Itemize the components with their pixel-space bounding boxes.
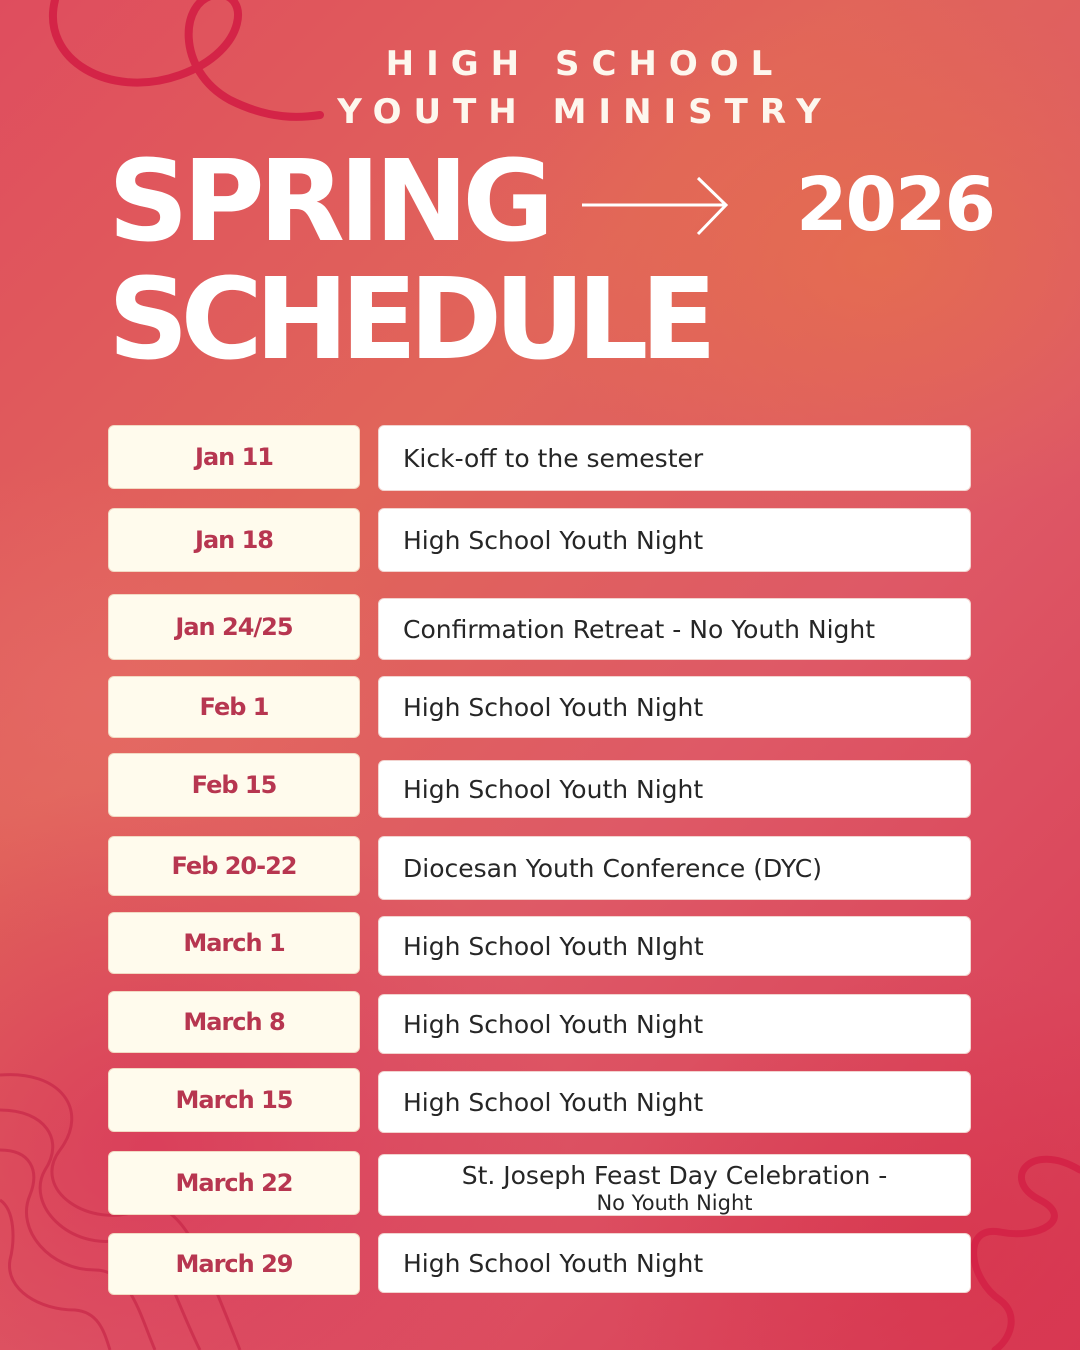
date-pill: March 1	[108, 912, 360, 974]
event-box: Diocesan Youth Conference (DYC)	[378, 836, 971, 900]
event-box: High School Youth Night	[378, 994, 971, 1054]
date-pill: March 15	[108, 1068, 360, 1132]
date-pill: March 22	[108, 1151, 360, 1215]
date-pill: Feb 20-22	[108, 836, 360, 896]
year: 2026	[796, 162, 994, 248]
date-pill: Feb 1	[108, 676, 360, 738]
event-box: High School Youth Night	[378, 508, 971, 572]
date-pill: Feb 15	[108, 753, 360, 817]
date-pill: March 29	[108, 1233, 360, 1295]
event-label-line-2: No Youth Night	[596, 1191, 753, 1215]
event-box: Kick-off to the semester	[378, 425, 971, 491]
event-box: High School Youth Night	[378, 1233, 971, 1293]
event-box: High School Youth Night	[378, 676, 971, 738]
title-spring: SPRING	[108, 137, 549, 267]
event-box: Confirmation Retreat - No Youth Night	[378, 598, 971, 660]
ministry-line-1: HIGH SCHOOL	[385, 44, 785, 84]
event-label: St. Joseph Feast Day Celebration -	[461, 1161, 888, 1190]
date-pill: Jan 18	[108, 508, 360, 572]
date-pill: Jan 24/25	[108, 594, 360, 660]
event-box: High School Youth NIght	[378, 916, 971, 976]
event-box: High School Youth Night	[378, 1071, 971, 1133]
title-schedule: SCHEDULE	[108, 255, 709, 385]
date-pill: Jan 11	[108, 425, 360, 489]
right-arrow-icon	[580, 176, 730, 238]
event-box	[378, 1154, 971, 1216]
ministry-line-2: YOUTH MINISTRY	[337, 92, 833, 132]
date-pill: March 8	[108, 991, 360, 1053]
swirl-bottom-right	[974, 1159, 1080, 1350]
event-box: High School Youth Night	[378, 760, 971, 818]
